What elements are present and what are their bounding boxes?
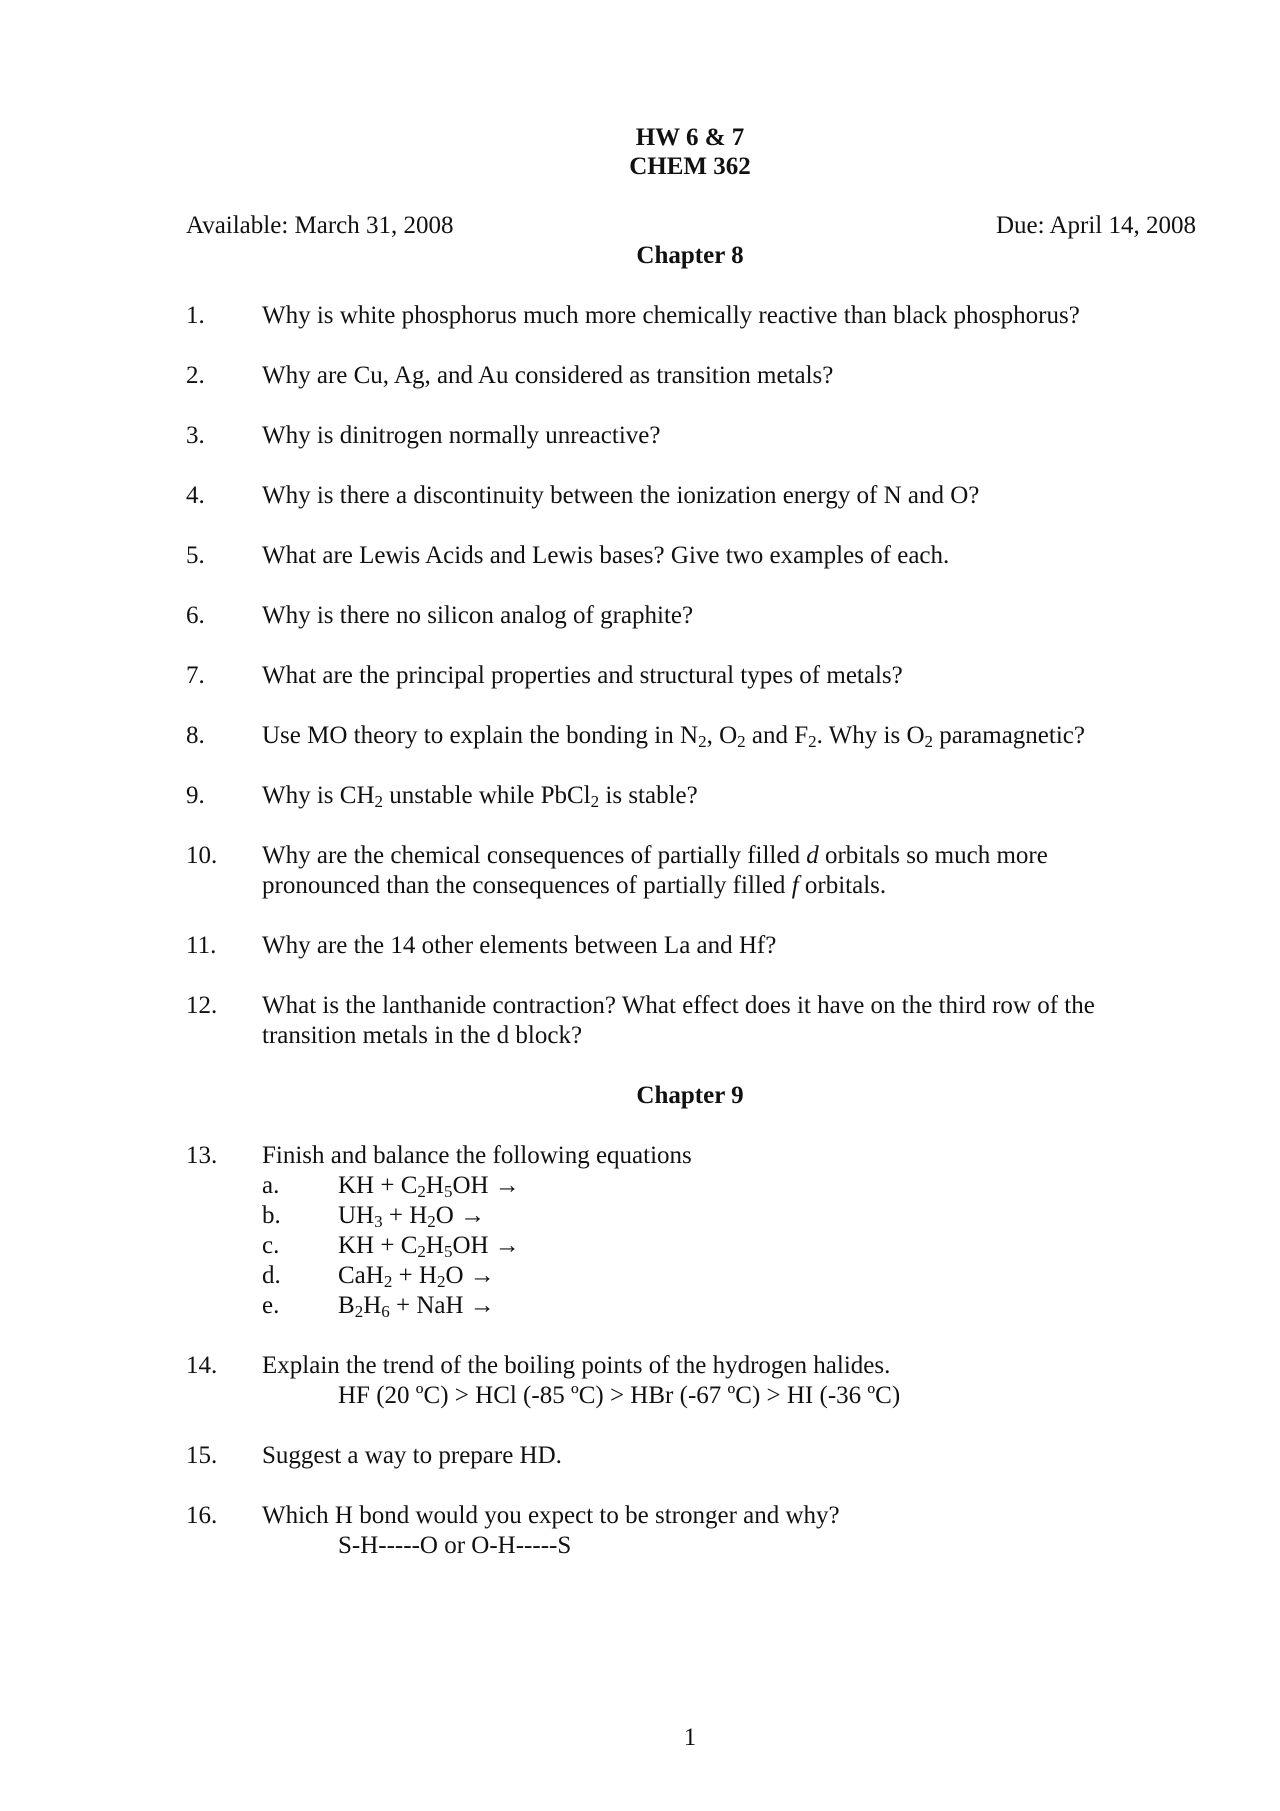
question-number: 15.: [186, 1442, 218, 1469]
question-text: Why is dinitrogen normally unreactive?: [262, 422, 661, 449]
question-text-line: transition metals in the d block?: [262, 1022, 583, 1049]
question-text-line: pronounced than the consequences of partially filled f orbitals.: [262, 872, 887, 899]
chapter-9-heading: Chapter 9: [636, 1082, 744, 1109]
question-text: Why are the 14 other elements between La and Hf?: [262, 932, 777, 959]
question-number: 3.: [186, 422, 205, 449]
due-date: Due: April 14, 2008: [996, 212, 1196, 239]
equation-letter: a.: [262, 1172, 280, 1199]
question-number: 5.: [186, 542, 205, 569]
question-number: 8.: [186, 722, 205, 749]
question-text: Suggest a way to prepare HD.: [262, 1442, 562, 1469]
question-number: 12.: [186, 992, 218, 1019]
question-number: 16.: [186, 1502, 218, 1529]
question-number: 1.: [186, 302, 205, 329]
question-text: Which H bond would you expect to be stronger and why?: [262, 1502, 840, 1529]
question-number: 2.: [186, 362, 205, 389]
chapter-8-heading: Chapter 8: [636, 242, 744, 269]
question-number: 6.: [186, 602, 205, 629]
question-number: 10.: [186, 842, 218, 869]
equation: $UH_3 + H_2O$ →: [338, 1202, 486, 1231]
question-text: Explain the trend of the boiling points of the hydrogen halides.: [262, 1352, 891, 1379]
question-text-line: What is the lanthanide contraction? What effect does it have on the third row of the: [262, 992, 1095, 1019]
equation-letter: e.: [262, 1292, 280, 1319]
equation-letter: d.: [262, 1262, 281, 1289]
boiling-points-list: HF (20 ºC) > HCl (-85 ºC) > HBr (-67 ºC) > HI (-36 ºC): [338, 1382, 901, 1409]
question-text: Finish and balance the following equations: [262, 1142, 692, 1169]
question-number: 4.: [186, 482, 205, 509]
question-text: Why is there no silicon analog of graphite?: [262, 602, 694, 629]
question-text: Why is there a discontinuity between the ionization energy of N and O?: [262, 482, 980, 509]
equation: KH + $C_2H_5OH$ →: [338, 1172, 520, 1201]
question-text: Why is white phosphorus much more chemically reactive than black phosphorus?: [262, 302, 1080, 329]
hydrogen-bond-options: S-H-----O or O-H-----S: [338, 1532, 572, 1559]
question-text-line: Why are the chemical consequences of partially filled d orbitals so much more: [262, 842, 1048, 869]
equation: KH + $C_2H_5OH$ →: [338, 1232, 520, 1261]
question-number: 7.: [186, 662, 205, 689]
question-text: What are Lewis Acids and Lewis bases? Give two examples of each.: [262, 542, 950, 569]
equation-letter: b.: [262, 1202, 281, 1229]
equation: $B_2H_6$ + NaH →: [338, 1292, 495, 1321]
hw-title: HW 6 & 7: [635, 124, 745, 151]
page-number: 1: [683, 1724, 697, 1751]
available-date: Available: March 31, 2008: [186, 212, 454, 239]
question-number: 14.: [186, 1352, 218, 1379]
question-text: Use MO theory to explain the bonding in $N_2$, $O_2$ and $F_2$. Why is $O_2$ paramagnetic?: [262, 722, 1085, 751]
question-text: What are the principal properties and structural types of metals?: [262, 662, 903, 689]
question-number: 11.: [186, 932, 217, 959]
question-text: Why are Cu, Ag, and Au considered as transition metals?: [262, 362, 834, 389]
question-number: 9.: [186, 782, 205, 809]
question-text: Why is $CH_2$ unstable while PbCl$_2$ is stable?: [262, 782, 698, 811]
course-title: CHEM 362: [629, 153, 751, 180]
question-number: 13.: [186, 1142, 218, 1169]
equation-letter: c.: [262, 1232, 280, 1259]
equation: $CaH_2 + H_2O$ →: [338, 1262, 495, 1291]
